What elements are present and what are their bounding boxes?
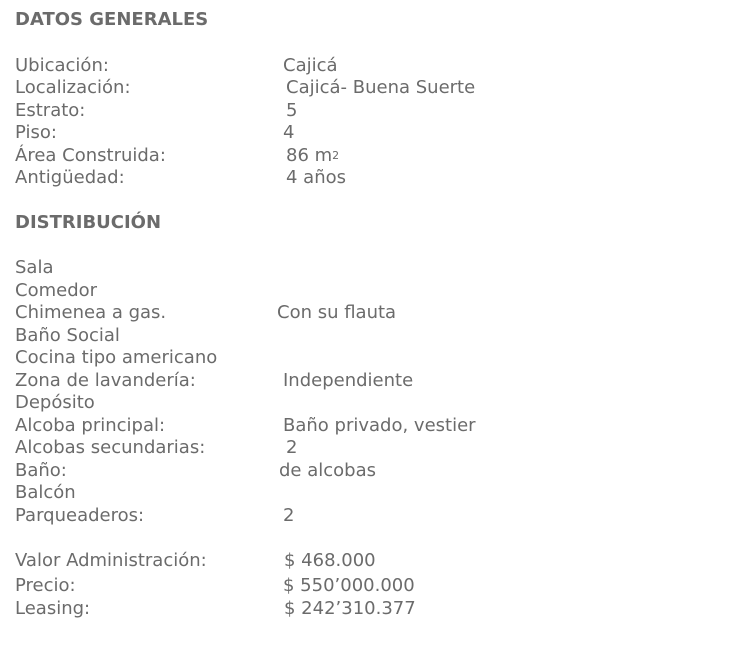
bano-value: de alcobas bbox=[279, 460, 376, 481]
parqueaderos-label: Parqueaderos: bbox=[15, 505, 145, 526]
comedor-label: Comedor bbox=[15, 280, 98, 301]
distribucion-heading: DISTRIBUCIÓN bbox=[15, 212, 162, 233]
valor-administracion-label: Valor Administración: bbox=[15, 550, 207, 571]
precio-label: Precio: bbox=[15, 575, 76, 596]
chimenea-value: Con su flauta bbox=[277, 302, 397, 323]
area-unit-superscript: 2 bbox=[332, 149, 340, 162]
sala-label: Sala bbox=[15, 257, 54, 278]
precio-value: $ 550’000.000 bbox=[283, 575, 415, 596]
alcobas-secundarias-label: Alcobas secundarias: bbox=[15, 437, 206, 458]
area-value-text: 86 m bbox=[286, 145, 333, 166]
ubicacion-value: Cajicá bbox=[283, 55, 338, 76]
estrato-label: Estrato: bbox=[15, 100, 86, 121]
bano-social-label: Baño Social bbox=[15, 325, 120, 346]
alcoba-principal-label: Alcoba principal: bbox=[15, 415, 166, 436]
localizacion-value: Cajicá- Buena Suerte bbox=[286, 77, 476, 98]
datos-generales-heading: DATOS GENERALES bbox=[15, 9, 209, 30]
bano-label: Baño: bbox=[15, 460, 67, 481]
cocina-label: Cocina tipo americano bbox=[15, 347, 218, 368]
alcobas-secundarias-value: 2 bbox=[286, 437, 298, 458]
chimenea-label: Chimenea a gas. bbox=[15, 302, 167, 323]
ubicacion-label: Ubicación: bbox=[15, 55, 109, 76]
antiguedad-value: 4 años bbox=[286, 167, 347, 188]
leasing-label: Leasing: bbox=[15, 598, 91, 619]
alcoba-principal-value: Baño privado, vestier bbox=[283, 415, 476, 436]
area-construida-label: Área Construida: bbox=[15, 145, 166, 166]
deposito-label: Depósito bbox=[15, 392, 95, 413]
balcon-label: Balcón bbox=[15, 482, 76, 503]
estrato-value: 5 bbox=[286, 100, 298, 121]
piso-label: Piso: bbox=[15, 122, 57, 143]
antiguedad-label: Antigüedad: bbox=[15, 167, 125, 188]
parqueaderos-value: 2 bbox=[283, 505, 295, 526]
area-construida-value bbox=[286, 146, 339, 168]
lavanderia-value: Independiente bbox=[283, 370, 414, 391]
localizacion-label: Localización: bbox=[15, 77, 131, 98]
valor-administracion-value: $ 468.000 bbox=[284, 550, 376, 571]
leasing-value: $ 242’310.377 bbox=[284, 598, 416, 619]
lavanderia-label: Zona de lavandería: bbox=[15, 370, 196, 391]
piso-value: 4 bbox=[283, 122, 295, 143]
